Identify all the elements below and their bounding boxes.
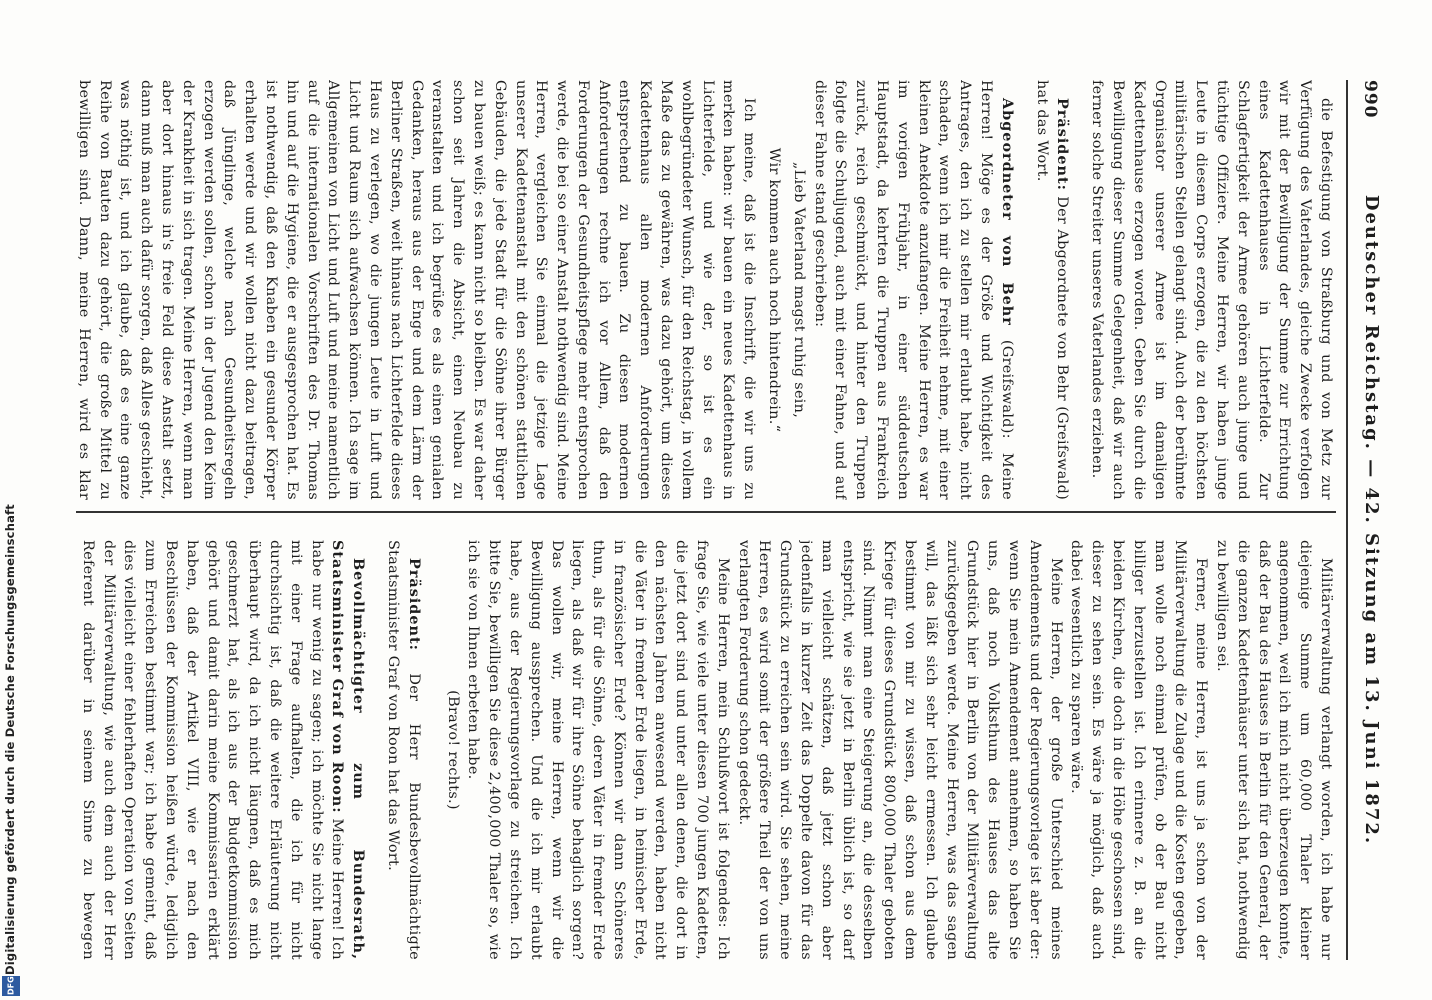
body-paragraph: Ferner, meine Herren, ist uns ja schon von der Militärverwaltung die Zulage und die Kosten gegeben, man wolle noch einmal prüfen, ob der Bau nicht billiger herzustellen ist. Ich erinnere z. B. an die beiden Kirchen, die doch in die Höhe geschossen sind, dieser zu sehen sein. Es wäre ja möglich, daß auch dabei wesentlich zu sparen wäre. — [1068, 540, 1210, 960]
running-header — [1354, 80, 1384, 960]
paragraph-gap — [1017, 80, 1031, 500]
left-column — [76, 80, 1336, 500]
body-paragraph: die Befestigung von Straßburg und von Metz zur Verfügung des Vaterlandes, gleiche Zwecke verfolgen wir mit der Bewilligung der Summe zur Errichtung eines Kadettenhauses in Lichterfelde. Zur Schlagfertigkeit der Armee gehören auch junge und tüchtige Offiziere. Meine Herren, wir haben junge Leute in diesem Corps erzogen, die zu den höchsten militärischen Stellen gelangt sind. Auch der berühmte Organisator unserer Armee ist im damaligen Kadettenhause erzogen worden. Geben Sie durch die Bewilligung dieser Summe Gelegenheit, daß wir auch ferner solche Streiter unseres Vaterlandes erziehen. — [1089, 80, 1334, 500]
speech-paragraph — [809, 80, 1017, 500]
speaker-name: Präsident: — [405, 558, 423, 651]
paragraph-gap — [424, 540, 438, 960]
paragraph-gap — [368, 540, 382, 960]
speech-paragraph — [382, 540, 424, 960]
speech-text: Der Herr Bundesbevollmächtigte Staatsminister Graf von Roon hat das Wort. — [384, 540, 422, 960]
body-paragraph: Meine Herren, mein Schlußwort ist folgendes: Ich frage Sie, wie viele unter diesen 700 jungen Kadetten, die jetzt dort sind und unter allen denen, die dort in den nächsten Jahren anwesend werden, haben nicht die Väter in fremder Erde liegen, in heimischer Erde, in französischer Erde? Können wir dann Schöneres thun, als für die Söhne, deren Väter in fremder Erde liegen, als daß wir für ihre Söhne behaglich sorgen? Das wollen wir, meine Herren, wenn wir die Bewilligung aussprechen. Und die ich mir erlaubt habe, aus der Regierungsvorlage zu streichen. Ich bitte Sie, bewilligen Sie diese 2,400,000 Thaler so, wie ich sie von Ihnen erbeten habe. — [465, 540, 731, 960]
speech-text: (Greifswald): Meine Herren! Möge es der Größe und Wichtigkeit des Antrages, den ich zu stellen mir erlaubt habe, nicht schaden, wenn ich mir die Freiheit nehme, mit einer kleinen Anekdote anzufangen. Meine Herren, es war im vorigen Frühjahr, in einer süddeutschen Hauptstadt, da kehrten die Truppen aus Frankreich zurück, reich geschmückt, und hinter den Truppen folgte die Schuljugend, auch mit einer Fahne, und auf dieser Fahne stand geschrieben: — [811, 80, 1015, 500]
digitization-note: Digitalisierung gefördert durch die Deutsche Forschungsgemeinschaft — [3, 504, 17, 975]
running-header-title: Deutscher Reichstag. — 42. Sitzung am 13. Juni 1872. — [1361, 194, 1382, 846]
body-paragraph: Ich meine, daß ist die Inschrift, die wir uns zu merken haben: wir bauen ein neues Kadettenhaus in Lichterfelde, und wie der, so ist es ein wohlbegründeter Wunsch, für den Reichstag, in vollem Maße das zu gewähren, was dazu gehört, um dieses Kadettenhaus allen modernen Anforderungen entsprechend zu bauen. Zu diesen modernen Anforderungen rechne ich vor Allem, daß den Forderungen der Gesundheitspflege mehr entsprochen werde, die bei so einer Anstalt nothwendig sind. Meine Herren, vergleichen Sie einmal die jetzige Lage unserer Kadettenanstalt mit den schönen stattlichen Gebäuden, die jede Stadt für die Söhne ihrer Bürger zu bauen weiß; es kann nicht so bleiben. Es war daher schon seit Jahren die Absicht, einen Neubau zu veranstalten und ich begrüße es als einen genialen Gedanken, heraus aus der Enge und dem Lärm der Berliner Straßen, weit hinaus nach Lichterfelde dieses Haus zu verlegen, wo die jungen Leute in Luft und Licht und Raum sich aufwachsen können. Ich sage im Allgemeinen von Licht und Luft und meine namentlich auf die internationalen Vorschriften des Dr. Thomas hin und auf die Hygiene, die er ausgesprochen hat. Es ist nothwendig, daß den Knaben ein gesunder Körper erhalten werde und wir wollen nicht dazu beitragen, daß Jünglinge, welche nach Gesundheitsregeln erzogen werden sollen, schon in der Jugend den Keim der Krankheit in sich tragen. Meine Herren, wenn man aber dort hinaus in's freie Feld diese Anstalt setzt, dann muß man auch dafür sorgen, daß Alles geschieht, was nöthig ist, und ich glaube, daß es eine ganze Reihe von Bauten dazu gehört, die große Mittel zu bewilligen sind. Dann, meine Herren, wird es klar — [76, 80, 758, 500]
body-paragraph: Militärverwaltung verlangt worden, ich habe nur diejenige Summe um 60,000 Thaler kleiner angenommen, weil ich mich nicht überzeugen konnte, daß der Bau des Hauses in Berlin für den General, der die ganzen Kadettenhäuser unter sich hat, nothwendig zu bewilligen sei. — [1214, 540, 1334, 960]
body-paragraph: Meine Herren, der große Unterschied meines Amendements und der Regierungsvorlage ist aber der: wenn Sie mein Amendement annehmen, so haben Sie uns, daß noch Volksthum des Hauses das alte Grundstück hier in Berlin von der Militärverwaltung zurückgegeben werde. Meine Herren, was das sagen will, das läßt sich sehr leicht ermessen. Ich glaube bestimmt von mir zu wissen, daß schon aus dem Kriege für dieses Grundstück 800,000 Thaler geboten sind. Nimmt man eine Steigerung an, die desselben entspricht, wie sie jetzt in Berlin üblich ist, so darf man vielleicht schätzen, daß jetzt schon aber jedenfalls in kurzer Zeit das Doppelte davon für das Grundstück zu erreichen sein wird. Sie sehen, meine Herren, es wird somit der größere Theil der von uns verlangten Forderung schon gedeckt. — [735, 540, 1064, 960]
speech-text: Meine Herren! Ich habe nur wenig zu sagen; ich möchte Sie nicht lange mit einer Frage aufhalten, die ich für nicht durchsichtig ist, daß die weitere Erläuterung nicht überhaupt wird, da ich nicht läugnen, daß es mich geschmerzt hat, als ich aus der Budgetkommission gehört und damit darin meine Kommissarien erklärt haben, daß der Artikel VIII, wie er nach den Beschlüssen der Kommission heißen würde, lediglich zum Erreichen bestimmt war; ich habe gemeint, daß dies vielleicht einer fehlerhaften Operation von Seiten der Militärverwaltung, wie auch dem auch der Herr Referent darüber in seinem Sinne zu bewegen — [79, 540, 346, 960]
page-number: 990 — [1360, 80, 1380, 119]
centered-line: Wir kommen auch noch hintendrein.“ — [766, 147, 783, 433]
speaker-name: Abgeordneter von Behr — [998, 98, 1016, 326]
speech-paragraph — [76, 540, 368, 960]
speech-paragraph — [1031, 80, 1073, 500]
speech-text: Der Abgeordnete von Behr (Greifswald) hat das Wort. — [1033, 80, 1071, 500]
column-divider — [76, 511, 1336, 513]
speaker-name: Präsident: — [1054, 98, 1072, 191]
paragraph-gap — [1072, 80, 1086, 500]
right-column — [76, 540, 1336, 960]
centered-line: (Bravo! rechts.) — [444, 690, 461, 810]
speaker-name: Bevollmächtigter zum Bundesrath, Staatsminister Graf von Roon: — [329, 540, 368, 960]
dfg-logo: DFG — [2, 976, 20, 996]
centered-line: „Lieb Vaterland magst ruhig sein, — [790, 161, 807, 419]
digitization-footer — [0, 0, 26, 1000]
header-rule — [1346, 80, 1348, 960]
